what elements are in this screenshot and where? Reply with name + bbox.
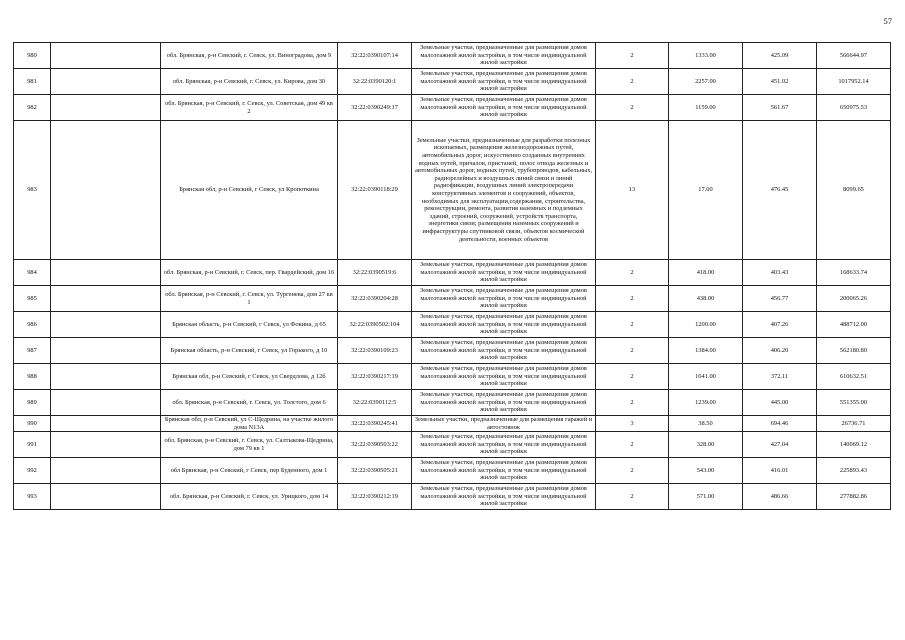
table-row xyxy=(14,364,891,390)
table-row xyxy=(14,390,891,416)
use-group-cell: 3 xyxy=(596,416,669,432)
land-use-cell: Земельные участки, предназначенные для размещения гаражей и автостоянок xyxy=(412,416,596,432)
row-number-cell: 984 xyxy=(14,260,51,286)
specific-value-cell: 427.04 xyxy=(743,432,817,458)
cadastral-number-cell: 32:22:0390204:28 xyxy=(338,286,412,312)
table-row xyxy=(14,312,891,338)
use-group-cell: 2 xyxy=(596,364,669,390)
cadastral-value-cell: 8099.65 xyxy=(817,121,891,260)
cadastral-number-cell: 32:22:0390118:29 xyxy=(338,121,412,260)
specific-value-cell: 406.20 xyxy=(743,338,817,364)
address-cell: обл. Брянская, р-н Севский, г. Севск, ул. Урицкого, дом 14 xyxy=(161,484,338,510)
table-row xyxy=(14,260,891,286)
area-cell: 438.00 xyxy=(669,286,743,312)
table-row xyxy=(14,338,891,364)
area-cell: 1159.00 xyxy=(669,95,743,121)
blank-cell xyxy=(51,364,161,390)
table-row xyxy=(14,484,891,510)
address-cell: обл. Брянская, р-н Севский, г. Севск, ул. Тургенева, дом 27 кв 1 xyxy=(161,286,338,312)
table-row xyxy=(14,43,891,69)
use-group-cell: 2 xyxy=(596,69,669,95)
use-group-cell: 2 xyxy=(596,458,669,484)
area-cell: 1384.00 xyxy=(669,338,743,364)
cadastral-number-cell: 32:22:0390217:19 xyxy=(338,364,412,390)
blank-cell xyxy=(51,390,161,416)
specific-value-cell: 445.00 xyxy=(743,390,817,416)
land-use-cell: Земельные участки, предназначенные для размещения домов малоэтажной жилой застройки, в том числе индивидуальной жилой застройки xyxy=(412,95,596,121)
land-use-cell: Земельные участки, предназначенные для размещения домов малоэтажной жилой застройки, в том числе индивидуальной жилой застройки xyxy=(412,390,596,416)
use-group-cell: 2 xyxy=(596,390,669,416)
cadastral-value-cell: 140069.12 xyxy=(817,432,891,458)
land-use-cell: Земельные участки, предназначенные для размещения домов малоэтажной жилой застройки, в том числе индивидуальной жилой застройки xyxy=(412,338,596,364)
area-cell: 1239.00 xyxy=(669,390,743,416)
use-group-cell: 2 xyxy=(596,43,669,69)
specific-value-cell: 407.26 xyxy=(743,312,817,338)
row-number-cell: 988 xyxy=(14,364,51,390)
blank-cell xyxy=(51,69,161,95)
address-cell: Брянская обл, р-н Севский, г Севск, ул Свердлова, д 12б xyxy=(161,364,338,390)
row-number-cell: 982 xyxy=(14,95,51,121)
address-cell: Брянская обл, р-н Севский, ул С-Щедрина, на участке жилого дома N13А xyxy=(161,416,338,432)
table-row xyxy=(14,286,891,312)
cadastral-number-cell: 32:22:0390212:19 xyxy=(338,484,412,510)
address-cell: обл. Брянская, р-н Севский, г. Севск, ул. Советская, дом 49 кв 2 xyxy=(161,95,338,121)
cadastral-number-cell: 32:22:0390502:104 xyxy=(338,312,412,338)
use-group-cell: 13 xyxy=(596,121,669,260)
cadastral-value-cell: 610632.51 xyxy=(817,364,891,390)
table-row xyxy=(14,69,891,95)
address-cell: Брянская область, р-н Севский, г Севск, ул Фокина, д 65 xyxy=(161,312,338,338)
address-cell: обл Брянская, р-н Севский, г Севск, пер Буденного, дом 1 xyxy=(161,458,338,484)
land-use-cell: Земельные участки, предназначенные для размещения домов малоэтажной жилой застройки, в том числе индивидуальной жилой застройки xyxy=(412,484,596,510)
cadastral-number-cell: 32:22:0390505:21 xyxy=(338,458,412,484)
area-cell: 418.00 xyxy=(669,260,743,286)
land-use-cell: Земельные участки, предназначенные для размещения домов малоэтажной жилой застройки, в том числе индивидуальной жилой застройки xyxy=(412,286,596,312)
land-use-cell: Земельные участки, предназначенные для размещения домов малоэтажной жилой застройки, в том числе индивидуальной жилой застройки xyxy=(412,43,596,69)
cadastral-number-cell: 32:22:0390249:17 xyxy=(338,95,412,121)
cadastral-value-cell: 200065.26 xyxy=(817,286,891,312)
specific-value-cell: 476.45 xyxy=(743,121,817,260)
cadastral-value-cell: 225893.43 xyxy=(817,458,891,484)
blank-cell xyxy=(51,43,161,69)
cadastral-value-table xyxy=(13,42,891,510)
land-use-cell: Земельные участки, предназначенные для разработки полезных ископаемых, размещения железнодорожных путей, автомобильных дорог, искусственно созданных внутренних водных путей, причалов, пристаней, полос отвода железных и автомобильных дорог, водных путей, трубопроводов, кабельных, радиорелейных и воздушных линий связи и линий радиофикации, воздушных линий электропередачи конструктивных элементов и сооружений, объектов, необходимых для эксплуатации,содержания, строительства, реконструкции, ремонта, развития наземных и подземных зданий, строений, сооружений, устройств транспорта, энергетики связи; размещения наземных сооружений и инфраструктуры спутниковой связи, объектов космической деятельности, военных объектов xyxy=(412,121,596,260)
area-cell: 328.00 xyxy=(669,432,743,458)
use-group-cell: 2 xyxy=(596,338,669,364)
area-cell: 1200.00 xyxy=(669,312,743,338)
land-use-cell: Земельные участки, предназначенные для размещения домов малоэтажной жилой застройки, в том числе индивидуальной жилой застройки xyxy=(412,458,596,484)
use-group-cell: 2 xyxy=(596,260,669,286)
cadastral-value-cell: 26736.71 xyxy=(817,416,891,432)
area-cell: 38.50 xyxy=(669,416,743,432)
row-number-cell: 980 xyxy=(14,43,51,69)
address-cell: обл. Брянская, р-н Севский, г. Севск, ул. Кирова, дом 30 xyxy=(161,69,338,95)
table-body xyxy=(14,43,891,510)
land-use-cell: Земельные участки, предназначенные для размещения домов малоэтажной жилой застройки, в том числе индивидуальной жилой застройки xyxy=(412,364,596,390)
row-number-cell: 991 xyxy=(14,432,51,458)
specific-value-cell: 694.46 xyxy=(743,416,817,432)
row-number-cell: 983 xyxy=(14,121,51,260)
cadastral-number-cell: 32:22:0390245:41 xyxy=(338,416,412,432)
row-number-cell: 993 xyxy=(14,484,51,510)
row-number-cell: 989 xyxy=(14,390,51,416)
cadastral-number-cell: 32:22:0390120:1 xyxy=(338,69,412,95)
table-row xyxy=(14,121,891,260)
row-number-cell: 985 xyxy=(14,286,51,312)
specific-value-cell: 372.11 xyxy=(743,364,817,390)
use-group-cell: 2 xyxy=(596,312,669,338)
row-number-cell: 986 xyxy=(14,312,51,338)
blank-cell xyxy=(51,416,161,432)
specific-value-cell: 416.01 xyxy=(743,458,817,484)
blank-cell xyxy=(51,432,161,458)
table-row xyxy=(14,432,891,458)
area-cell: 2257.00 xyxy=(669,69,743,95)
cadastral-value-cell: 566644.97 xyxy=(817,43,891,69)
table-row xyxy=(14,95,891,121)
blank-cell xyxy=(51,286,161,312)
specific-value-cell: 561.67 xyxy=(743,95,817,121)
row-number-cell: 987 xyxy=(14,338,51,364)
specific-value-cell: 425.09 xyxy=(743,43,817,69)
cadastral-number-cell: 32:22:0390503:22 xyxy=(338,432,412,458)
area-cell: 1333.00 xyxy=(669,43,743,69)
use-group-cell: 2 xyxy=(596,95,669,121)
cadastral-value-cell: 562180.80 xyxy=(817,338,891,364)
specific-value-cell: 403.43 xyxy=(743,260,817,286)
cadastral-value-cell: 277882.86 xyxy=(817,484,891,510)
row-number-cell: 990 xyxy=(14,416,51,432)
blank-cell xyxy=(51,121,161,260)
blank-cell xyxy=(51,338,161,364)
land-use-cell: Земельные участки, предназначенные для размещения домов малоэтажной жилой застройки, в том числе индивидуальной жилой застройки xyxy=(412,69,596,95)
land-use-cell: Земельные участки, предназначенные для размещения домов малоэтажной жилой застройки, в том числе индивидуальной жилой застройки xyxy=(412,432,596,458)
specific-value-cell: 456.77 xyxy=(743,286,817,312)
address-cell: обл. Брянская, р-н Севский, г. Севск, ул. Толстого, дом 6 xyxy=(161,390,338,416)
blank-cell xyxy=(51,484,161,510)
row-number-cell: 981 xyxy=(14,69,51,95)
cadastral-number-cell: 32:22:0390112:5 xyxy=(338,390,412,416)
cadastral-value-cell: 551355.00 xyxy=(817,390,891,416)
area-cell: 543.00 xyxy=(669,458,743,484)
specific-value-cell: 486.66 xyxy=(743,484,817,510)
address-cell: обл. Брянская, р-н Севский, г. Севск, ул. Виноградова, дом 9 xyxy=(161,43,338,69)
page-number: 57 xyxy=(883,16,892,26)
row-number-cell: 992 xyxy=(14,458,51,484)
blank-cell xyxy=(51,458,161,484)
land-use-cell: Земельные участки, предназначенные для размещения домов малоэтажной жилой застройки, в том числе индивидуальной жилой застройки xyxy=(412,260,596,286)
use-group-cell: 2 xyxy=(596,432,669,458)
area-cell: 17.00 xyxy=(669,121,743,260)
cadastral-value-cell: 1017952.14 xyxy=(817,69,891,95)
address-cell: обл. Брянская, р-н Севский, г. Севск, ул. Салтыкова-Щедрина, дом 79 кв 1 xyxy=(161,432,338,458)
cadastral-number-cell: 32:22:0390109:23 xyxy=(338,338,412,364)
area-cell: 571.00 xyxy=(669,484,743,510)
cadastral-number-cell: 32:22:0390519:6 xyxy=(338,260,412,286)
blank-cell xyxy=(51,312,161,338)
blank-cell xyxy=(51,95,161,121)
cadastral-value-cell: 488712.00 xyxy=(817,312,891,338)
blank-cell xyxy=(51,260,161,286)
specific-value-cell: 451.02 xyxy=(743,69,817,95)
land-use-cell: Земельные участки, предназначенные для размещения домов малоэтажной жилой застройки, в том числе индивидуальной жилой застройки xyxy=(412,312,596,338)
table-row xyxy=(14,458,891,484)
cadastral-number-cell: 32:22:0390107:14 xyxy=(338,43,412,69)
cadastral-value-cell: 168633.74 xyxy=(817,260,891,286)
address-cell: обл. Брянская, р-н Севский, г. Севск, пер. Гвардейский, дом 16 xyxy=(161,260,338,286)
use-group-cell: 2 xyxy=(596,484,669,510)
use-group-cell: 2 xyxy=(596,286,669,312)
table-row xyxy=(14,416,891,432)
area-cell: 1641.00 xyxy=(669,364,743,390)
address-cell: Брянская обл, р-н Севский, г Севск, ул Кропоткина xyxy=(161,121,338,260)
cadastral-value-cell: 650975.53 xyxy=(817,95,891,121)
address-cell: Брянская область, р-н Севский, г Севск, ул Горького, д 10 xyxy=(161,338,338,364)
